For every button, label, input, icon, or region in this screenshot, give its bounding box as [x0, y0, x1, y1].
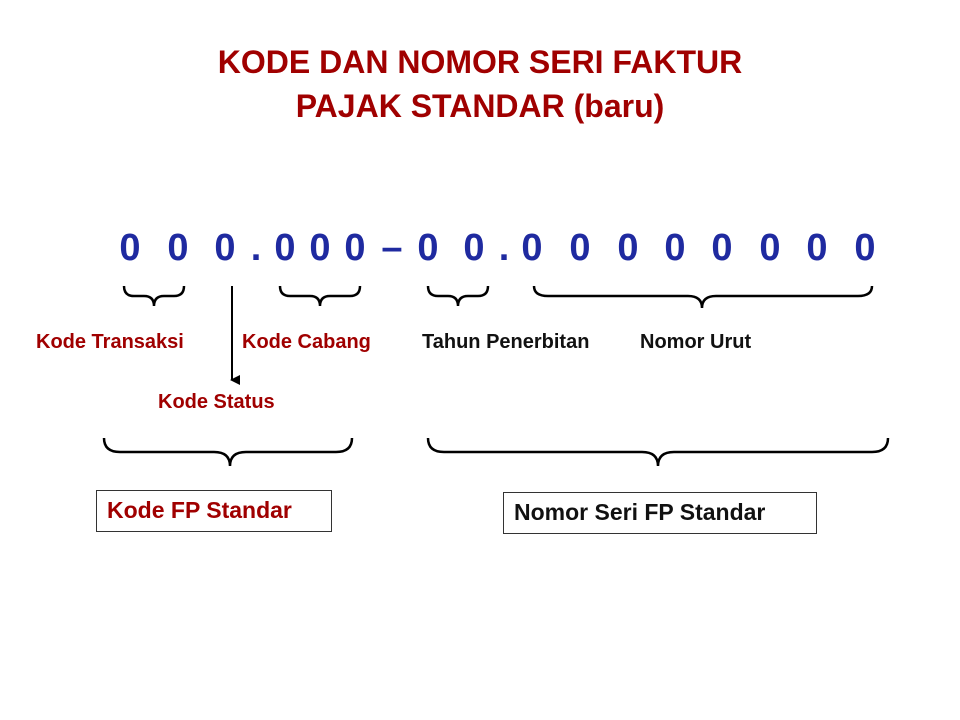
brace-kode-transaksi: [124, 286, 184, 306]
code-char: 0: [344, 227, 366, 269]
code-char: –: [381, 227, 403, 269]
label-kode-cabang: Kode Cabang: [242, 331, 371, 353]
code-char: 0: [569, 227, 591, 269]
code-char: 0: [214, 227, 236, 269]
label-kode-transaksi: Kode Transaksi: [36, 331, 184, 353]
code-char: 0: [711, 227, 733, 269]
label-tahun-penerbitan: Tahun Penerbitan: [422, 331, 590, 353]
code-char: .: [498, 227, 510, 269]
box-kode-fp-standar: Kode FP Standar: [96, 490, 332, 532]
brace-kode-fp-standar: [104, 438, 352, 466]
code-char: 0: [274, 227, 296, 269]
code-char: 0: [309, 227, 331, 269]
code-char: 0: [167, 227, 189, 269]
label-nomor-urut: Nomor Urut: [640, 331, 752, 353]
label-kode-status: Kode Status: [158, 391, 275, 413]
code-char: 0: [521, 227, 543, 269]
code-char: 0: [664, 227, 686, 269]
code-char: 0: [463, 227, 485, 269]
code-char: 0: [617, 227, 639, 269]
code-char: 0: [119, 227, 141, 269]
title-line-2: PAJAK STANDAR (baru): [295, 88, 665, 124]
code-char: 0: [806, 227, 828, 269]
code-char: .: [250, 227, 262, 269]
brace-nomor-urut: [534, 286, 872, 308]
brace-tahun-penerbitan: [428, 286, 488, 306]
box-nomor-seri-fp-standar: Nomor Seri FP Standar: [503, 492, 817, 534]
brace-nomor-seri-fp-standar: [428, 438, 888, 466]
title-line-1: KODE DAN NOMOR SERI FAKTUR: [217, 44, 743, 80]
brace-kode-cabang: [280, 286, 360, 306]
code-char: 0: [759, 227, 781, 269]
code-char: 0: [854, 227, 876, 269]
code-char: 0: [417, 227, 439, 269]
